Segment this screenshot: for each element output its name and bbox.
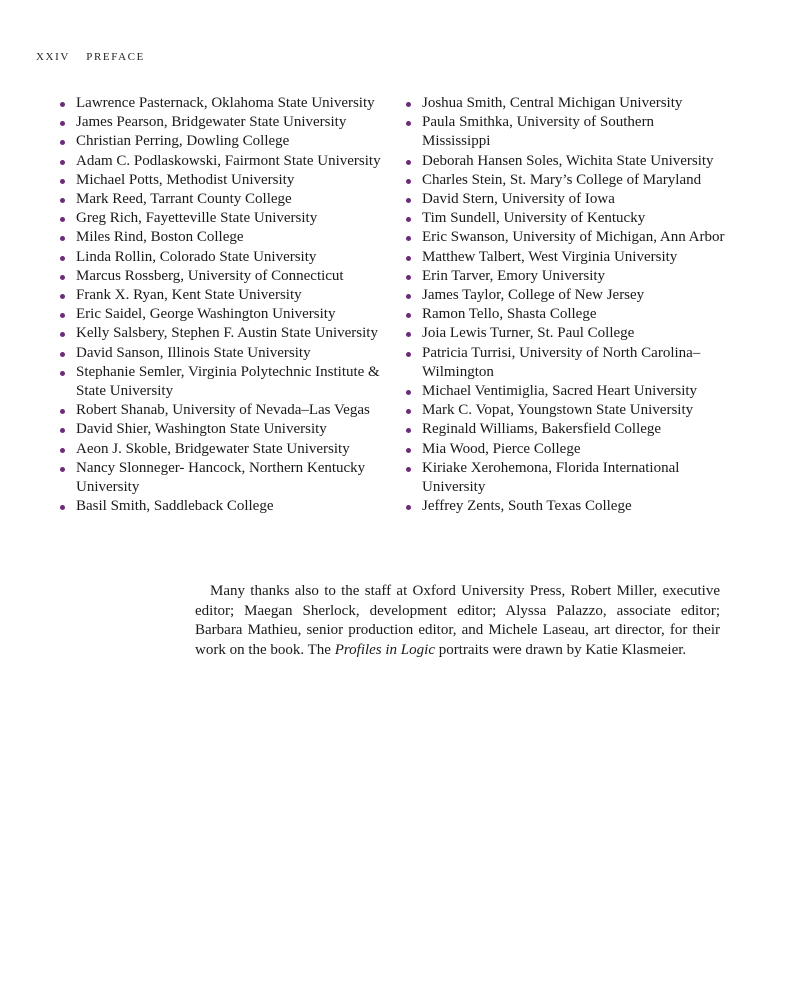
bullet-icon [406,217,411,222]
list-item [60,152,392,171]
reviewer-name: Basil Smith, Saddleback College [76,498,274,515]
list-item [406,267,726,286]
bullet-icon [60,160,65,165]
bullet-icon [406,198,411,203]
list-item [406,113,726,151]
reviewer-name: Patricia Turrisi, University of North Carolina–Wilmington [422,344,701,380]
list-item [406,190,726,209]
list-item [406,228,726,247]
bullet-icon [406,236,411,241]
bullet-icon [406,467,411,472]
acknowledgment-text: Many thanks also to the staff at Oxford University Press, Robert Miller, executive editor; Maegan Sherlock, development editor; Alyssa Palazzo, associate editor; Barbara Mathieu, senior production editor, and Michele Laseau, art director, for their work on the book. The [195,583,720,658]
bullet-icon [406,390,411,395]
book-feature-title: Profiles in Logic [334,641,435,658]
reviewer-name: Ramon Tello, Shasta College [422,306,597,323]
reviewer-name: David Shier, Washington State University [76,421,327,438]
reviewer-name: Tim Sundell, University of Kentucky [422,210,646,227]
reviewer-name: Mark C. Vopat, Youngstown State University [422,402,694,419]
list-item [60,363,392,401]
bullet-icon [60,332,65,337]
bullet-icon [60,140,65,145]
page-number: XXIV [36,51,70,63]
list-item [60,305,392,324]
list-item [406,286,726,305]
section-title: PREFACE [86,51,145,63]
bullet-icon [60,428,65,433]
list-item [406,420,726,439]
bullet-icon [60,121,65,126]
list-item [60,171,392,190]
bullet-icon [60,217,65,222]
reviewer-name: Eric Swanson, University of Michigan, Ann Arbor [422,229,725,246]
acknowledgment-text-end: portraits were drawn by Katie Klasmeier. [434,641,687,658]
bullet-icon [60,102,65,107]
reviewer-name: Linda Rollin, Colorado State University [76,248,317,265]
list-item [406,401,726,420]
list-item [60,286,392,305]
list-item [60,324,392,343]
reviewer-name: James Taylor, College of New Jersey [422,287,645,304]
reviewer-name: David Sanson, Illinois State University [76,344,311,361]
bullet-icon [406,505,411,510]
bullet-icon [60,294,65,299]
reviewer-name: Stephanie Semler, Virginia Polytechnic Institute & State University [76,363,380,400]
bullet-icon [60,275,65,280]
reviewer-name: Frank X. Ryan, Kent State University [76,287,302,304]
bullet-icon [406,102,411,107]
list-item [406,324,726,343]
bullet-icon [406,409,411,414]
bullet-icon [60,371,65,376]
reviewer-name: Michael Ventimiglia, Sacred Heart University [422,383,698,400]
reviewer-name: Kiriake Xerohemona, Florida International University [422,459,680,496]
list-item [60,209,392,228]
bullet-icon [406,256,411,261]
reviewer-name: Marcus Rossberg, University of Connecticut [76,267,344,284]
reviewer-name: Robert Shanab, University of Nevada–Las Vegas [76,402,370,419]
reviewer-name: Miles Rind, Boston College [76,229,244,246]
reviewer-name: Erin Tarver, Emory University [422,267,606,284]
reviewer-name: Mark Reed, Tarrant County College [76,191,292,208]
list-item [406,248,726,267]
reviewer-name: Adam C. Podlaskowski, Fairmont State University [76,152,381,169]
reviewer-name: Joia Lewis Turner, St. Paul College [422,325,635,342]
reviewer-name: Mia Wood, Pierce College [422,440,581,457]
bullet-icon [406,332,411,337]
list-item [406,440,726,459]
bullet-icon [406,121,411,126]
bullet-icon [406,294,411,299]
bullet-icon [406,275,411,280]
bullet-icon [60,179,65,184]
list-item [406,305,726,324]
list-item [60,228,392,247]
reviewer-name: Charles Stein, St. Mary’s College of Maryland [422,171,702,188]
reviewer-name: Paula Smithka, University of Southern Mississippi [422,114,655,150]
bullet-icon [60,352,65,357]
reviewer-name: Aeon J. Skoble, Bridgewater State University [76,440,350,457]
list-item [60,459,392,497]
list-item [60,401,392,420]
list-item [60,440,392,459]
acknowledgment-paragraph [195,582,720,660]
reviewer-name: Michael Potts, Methodist University [76,171,295,188]
bullet-icon [406,179,411,184]
bullet-icon [60,448,65,453]
reviewer-name: Kelly Salsbery, Stephen F. Austin State University [76,325,378,342]
bullet-icon [60,467,65,472]
list-item [60,248,392,267]
reviewer-name: Christian Perring, Dowling College [76,133,290,150]
list-item [60,113,392,132]
list-item [60,267,392,286]
list-item [60,190,392,209]
list-item [60,497,392,516]
reviewer-name: Joshua Smith, Central Michigan University [422,95,683,111]
bullet-icon [406,313,411,318]
reviewer-name: Nancy Slonneger- Hancock, Northern Kentucky University [76,459,366,496]
list-item [60,94,392,113]
reviewers-list-left [60,94,392,516]
list-item [60,344,392,363]
bullet-icon [406,428,411,433]
reviewer-name: David Stern, University of Iowa [422,191,615,208]
bullet-icon [60,198,65,203]
list-item [406,152,726,171]
reviewer-name: Deborah Hansen Soles, Wichita State University [422,152,714,169]
reviewer-name: Eric Saidel, George Washington University [76,306,336,323]
bullet-icon [406,160,411,165]
bullet-icon [60,313,65,318]
reviewer-name: Lawrence Pasternack, Oklahoma State University [76,95,375,111]
reviewer-name: Matthew Talbert, West Virginia University [422,248,678,265]
list-item [406,497,726,516]
list-item [406,344,726,382]
reviewer-name: Jeffrey Zents, South Texas College [422,498,632,515]
list-item [406,382,726,401]
bullet-icon [60,505,65,510]
bullet-icon [60,256,65,261]
list-item [60,132,392,151]
bullet-icon [406,352,411,357]
list-item [60,420,392,439]
reviewer-name: Reginald Williams, Bakersfield College [422,421,662,438]
list-item [406,94,726,113]
reviewer-name: James Pearson, Bridgewater State University [76,114,347,131]
list-item [406,171,726,190]
bullet-icon [60,409,65,414]
reviewer-name: Greg Rich, Fayetteville State University [76,210,318,227]
bullet-icon [60,236,65,241]
bullet-icon [406,448,411,453]
running-head [36,51,145,63]
list-item [406,459,726,497]
list-item [406,209,726,228]
reviewers-list-right [406,94,726,516]
